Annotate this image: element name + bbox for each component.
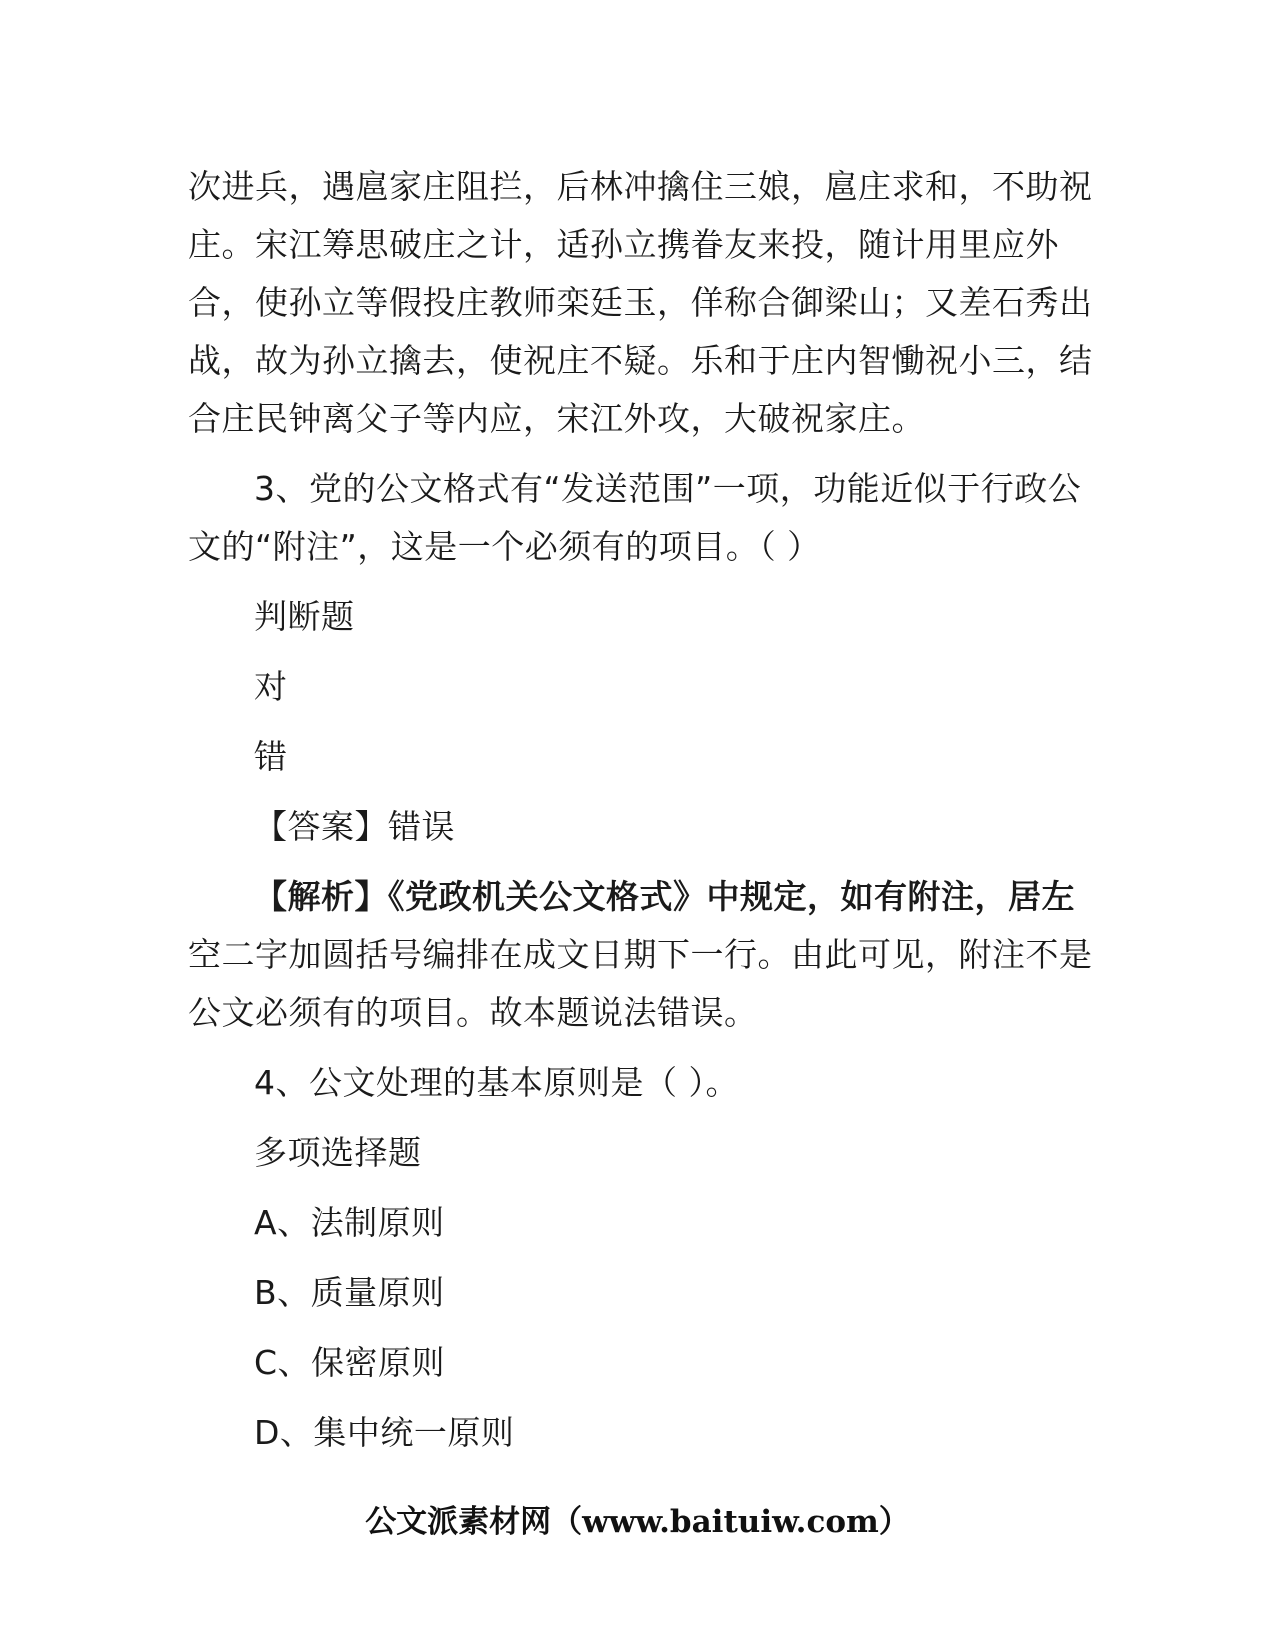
document-body: [188, 158, 1093, 1474]
text-line: 空二字加圆括号编排在成文日期下一行。由此可见，附注不是: [188, 935, 1093, 974]
text-line: 3、党的公文格式有“发送范围”一项，功能近似于行政公: [254, 469, 1082, 508]
question-3-type: 判断题: [254, 597, 355, 636]
question-3-option-true: 对: [254, 667, 288, 706]
text-line: 合，使孙立等假投庄教师栾廷玉，佯称合御梁山；又差石秀出: [188, 283, 1093, 322]
text-line: 次进兵，遇扈家庄阻拦，后林冲擒住三娘，扈庄求和，不助祝: [188, 167, 1093, 206]
text-line: 文的“附注”，这是一个必须有的项目。（ ）: [188, 527, 821, 566]
page-footer: 公文派素材网（www.baituiw.com）: [365, 1504, 910, 1540]
story-continuation-paragraph: [188, 158, 1093, 448]
text-line: 庄。宋江筹思破庄之计，适孙立携眷友来投，随计用里应外: [188, 225, 1059, 264]
question-4-option-d: D、集中统一原则: [254, 1413, 515, 1452]
question-3-option-false: 错: [254, 737, 288, 776]
question-3-analysis: [188, 868, 1093, 1042]
question-4-option-c: C、保密原则: [254, 1343, 446, 1382]
question-4-stem: 4、公文处理的基本原则是（ ）。: [254, 1063, 739, 1102]
text-line: 合庄民钟离父子等内应，宋江外攻，大破祝家庄。: [188, 399, 925, 438]
question-3-stem: [188, 460, 1088, 576]
analysis-heading-line: 【解析】《党政机关公文格式》中规定，如有附注，居左: [254, 877, 1075, 916]
text-line: 公文必须有的项目。故本题说法错误。: [188, 993, 758, 1032]
question-4-option-a: A、法制原则: [254, 1203, 445, 1242]
question-3-answer: 【答案】错误: [254, 807, 455, 846]
text-line: 战，故为孙立擒去，使祝庄不疑。乐和于庄内智慟祝小三，结: [188, 341, 1093, 380]
question-4-option-b: B、质量原则: [254, 1273, 445, 1312]
question-4-type: 多项选择题: [254, 1133, 422, 1172]
